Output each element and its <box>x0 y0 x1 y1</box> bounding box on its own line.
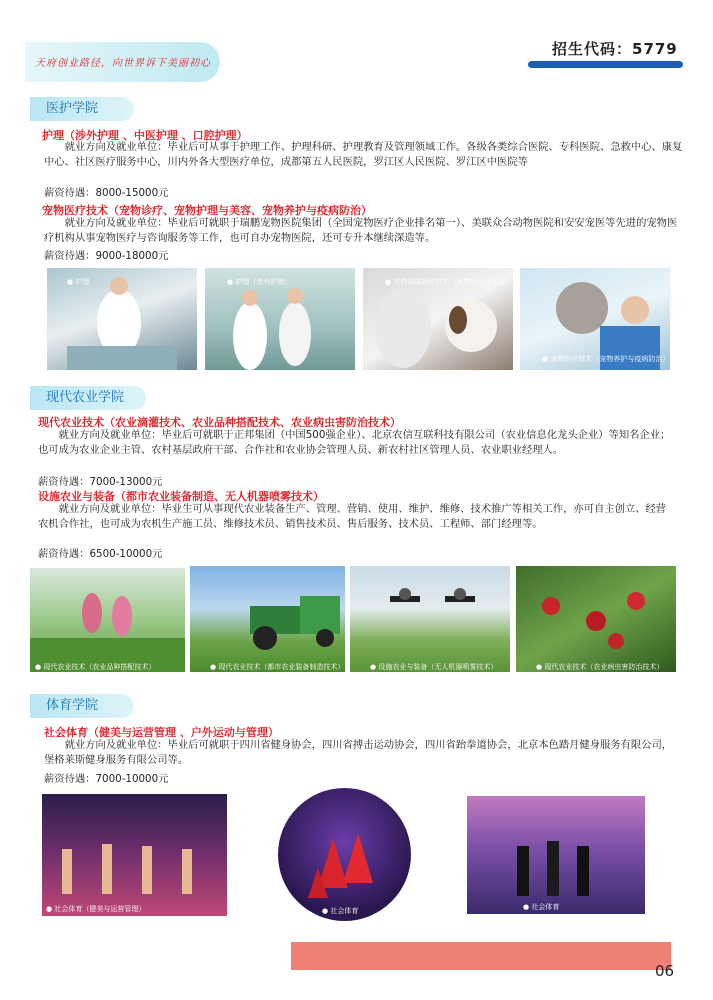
major-description-social-sports: 就业方向及就业单位：毕业后可就职于四川省健身协会，四川省搏击运动协会，四川省跆拳道协会，北京本色踏月健身服务有限公司，堡格莱斯健身服务有限公司等。 <box>44 739 673 767</box>
admission-code: 招生代码：5779 <box>552 40 678 58</box>
tractor-illustration <box>190 566 345 672</box>
photo-caption: ● 社会体育（健美与运营管理） <box>46 904 145 914</box>
drone-illustration <box>350 566 510 672</box>
footer-bar <box>291 942 671 970</box>
dance-stage-illustration <box>467 796 645 914</box>
photo-caption: ● 社会体育 <box>322 906 358 916</box>
major-title-facility-agriculture: 设施农业与装备（都市农业装备制造、无人机器喷雾技术） <box>38 490 324 503</box>
photo-caption: ● 护理（涉外护理） <box>227 277 291 287</box>
photo-caption: ● 设施农业与装备（无人机器喷雾技术） <box>370 662 497 672</box>
photo-agriculture-2 <box>190 566 345 672</box>
martial-arts-illustration <box>278 788 411 921</box>
major-description-nursing: 就业方向及就业单位：毕业后可从事于护理工作、护理科研、护理教育及管理领域工作。各级各类综合医院、专科医院、急救中心、康复中心、社区医疗服务中心，川内外各大型医疗单位，成都第五人民医院，罗江区人民医院、罗江区中医院等 <box>44 141 683 169</box>
photo-sports-2 <box>278 788 411 921</box>
photo-caption: ● 现代农业技术（农业病虫害防治技术） <box>536 662 663 672</box>
photo-caption: ● 宠物医疗技术（宠物养护与疫病防治） <box>542 354 669 364</box>
major-salary-modern-agriculture: 薪资待遇：7000-13000元 <box>38 476 163 488</box>
major-description-pet-medical: 就业方向及就业单位：毕业后可就职于瑞鹏宠物医院集团（全国宠物医疗企业排名第一）、美联众合动物医院和安安宠医等先进的宠物医疗机构从事宠物医疗与咨询服务等工作，也可自办宠物医院，还可专升本继续深造等。 <box>44 217 678 245</box>
photo-pet-medical-1 <box>363 268 513 370</box>
photo-agriculture-3 <box>350 566 510 672</box>
page-number: 06 <box>655 962 675 980</box>
roselle-illustration <box>516 566 676 672</box>
photo-nursing-1 <box>47 268 197 370</box>
major-title-pet-medical: 宠物医疗技术（宠物诊疗、宠物护理与美容、宠物养护与疫病防治） <box>42 204 372 217</box>
major-salary-nursing: 薪资待遇：8000-15000元 <box>44 187 169 199</box>
photo-caption: ● 现代农业技术（农业品种搭配技术） <box>35 662 155 672</box>
photo-agriculture-1 <box>30 568 185 672</box>
photo-agriculture-4 <box>516 566 676 672</box>
section-title-agriculture: 现代农业学院 <box>30 386 146 410</box>
photo-caption: ● 现代农业技术（都市农业装备制造技术） <box>210 662 344 672</box>
major-description-facility-agriculture: 就业方向及就业单位：毕业生可从事现代农业装备生产、管理、营销、使用、维护、维修、技术推广等相关工作，亦可自主创立、经营农机合作社，也可成为农机生产施工员、维修技术员、销售技术员、售后服务、技术员、工程师、部门经理等。 <box>38 503 667 531</box>
major-title-social-sports: 社会体育（健美与运营管理 、户外运动与管理） <box>44 726 279 739</box>
major-description-modern-agriculture: 就业方向及就业单位：毕业后可就职于正邦集团（中国500强企业）、北京农信互联科技有限公司（农业信息化龙头企业）等知名企业；也可成为农业企业主管、农村基层政府干部、合作社和农业协会管理人员、新农村社区管理人员、农业职业经理人。 <box>38 429 671 457</box>
major-salary-social-sports: 薪资待遇：7000-10000元 <box>44 773 169 785</box>
fitness-show-illustration <box>42 794 227 916</box>
section-title-medical: 医护学院 <box>30 97 134 121</box>
photo-caption: ● 宠物临床医疗技术（宠物诊疗与美容） <box>385 277 512 287</box>
major-salary-facility-agriculture: 薪资待遇：6500-10000元 <box>38 548 163 560</box>
photo-caption: ● 社会体育 <box>523 902 559 912</box>
major-salary-pet-medical: 薪资待遇：9000-18000元 <box>44 250 169 262</box>
photo-caption: ● 护理 <box>67 277 89 287</box>
major-title-modern-agriculture: 现代农业技术（农业滴灌技术、农业品种搭配技术、农业病虫害防治技术） <box>38 416 401 429</box>
photo-sports-3 <box>467 796 645 914</box>
section-title-sports: 体育学院 <box>30 694 134 718</box>
photo-sports-1 <box>42 794 227 916</box>
slogan-text: 天府创业路径，向世界诉下美丽初心 <box>35 58 211 69</box>
photo-nursing-2 <box>205 268 355 370</box>
major-title-nursing: 护理（涉外护理 、中医护理 、口腔护理） <box>42 129 248 142</box>
photo-pet-medical-2 <box>520 268 670 370</box>
code-underline-bar <box>528 61 683 68</box>
greenhouse-illustration <box>30 568 185 672</box>
